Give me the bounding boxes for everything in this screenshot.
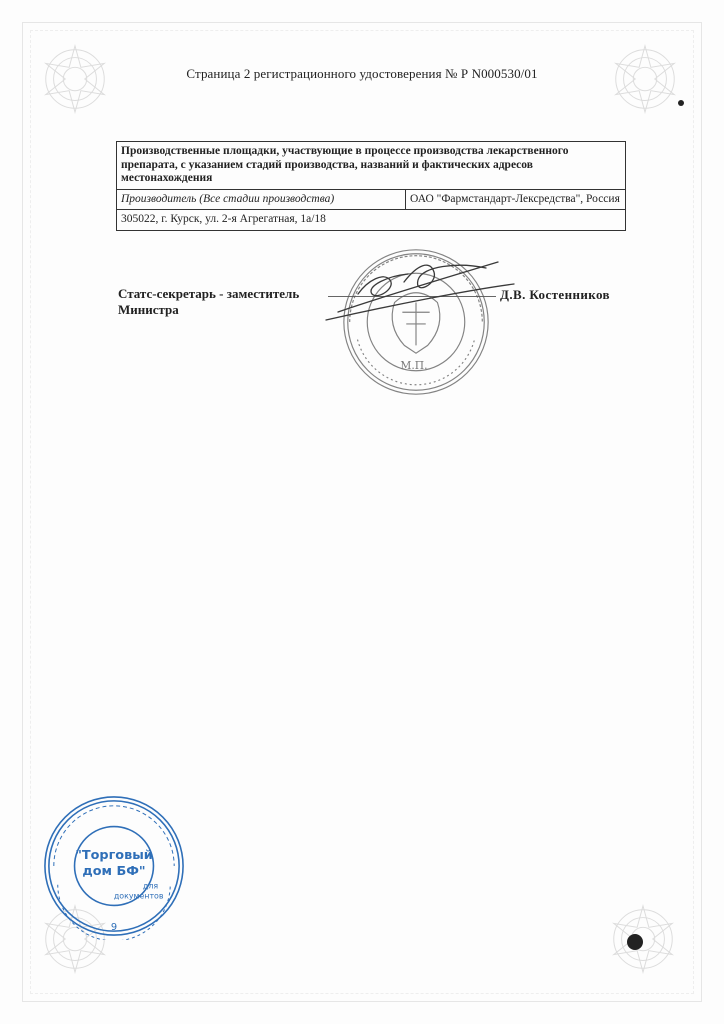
production-sites-table [116,141,626,231]
seal-mark-text: М.П. [400,358,428,372]
rosette-ornament-bottom-right [604,900,682,978]
sites-table-header: Производственные площадки, участвующие в процессе производства лекарственного препарата, с указанием стадий производства, названий и фактических адресов местонахождения [117,142,626,190]
company-seal-purpose: документов [113,891,164,901]
company-seal-number: 9 [110,922,118,934]
punch-hole-mark [627,934,643,950]
table-row [117,142,626,190]
manufacturer-cell: ОАО "Фармстандарт-Лексредства", Россия [406,189,626,210]
punch-hole-mark [678,100,684,106]
signer-position-line: Министра [118,301,179,317]
company-seal-stamp [40,792,188,940]
signer-position [118,286,299,317]
company-seal-name: "Торговый [75,848,153,864]
production-role-cell: Производитель (Все стадии производства) [117,189,406,210]
table-row [117,189,626,210]
signer-name: Д.В. Костенников [500,287,610,302]
table-row [117,210,626,231]
site-address-cell: 305022, г. Курск, ул. 2-я Агрегатная, 1а/18 [117,210,626,231]
handwritten-signature [318,250,518,330]
signer-position-line: Статс-секретарь - заместитель [118,286,300,301]
page-title: Страница 2 регистрационного удостоверения № Р N000530/01 [186,66,538,81]
company-seal-purpose: для [142,881,159,891]
company-seal-name: дом БФ" [82,863,146,879]
